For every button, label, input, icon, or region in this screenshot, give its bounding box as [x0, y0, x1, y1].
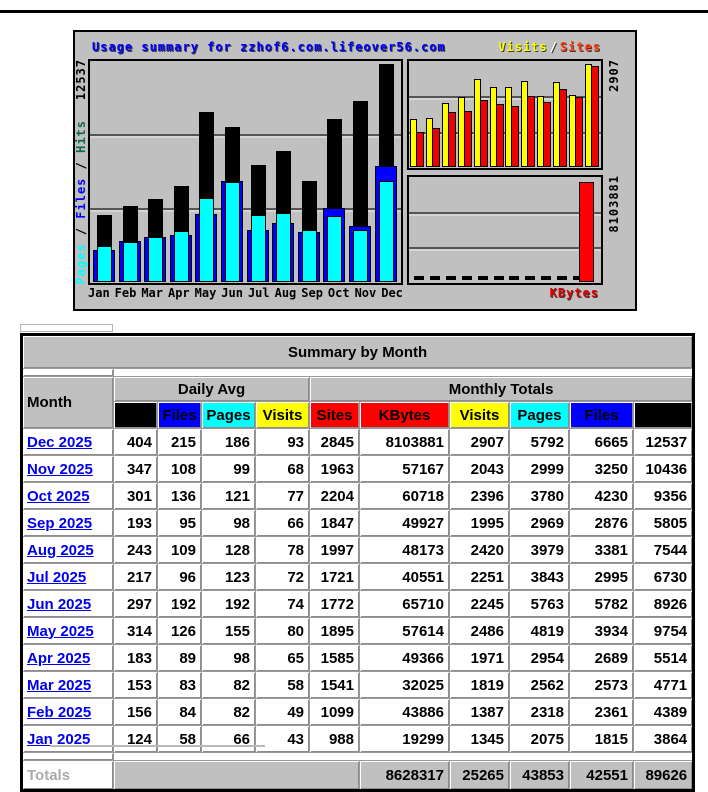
value-cell: 243 — [114, 537, 158, 564]
graph-legend — [498, 40, 601, 54]
month-cell — [22, 564, 114, 591]
value-cell: 215 — [158, 429, 202, 456]
table-row — [22, 591, 694, 618]
bar-sites — [591, 66, 599, 167]
value-cell: 40551 — [360, 564, 450, 591]
bar-sites — [480, 100, 488, 167]
hits-files-pages-plot — [88, 59, 403, 285]
value-cell: 1819 — [450, 672, 510, 699]
value-cell: 2562 — [510, 672, 570, 699]
value-cell: 7544 — [634, 537, 694, 564]
value-cell: 2845 — [310, 429, 360, 456]
kbytes-axis-label: KBytes — [549, 286, 599, 300]
month-axis-label: Mar — [141, 286, 163, 300]
month-link[interactable]: Jan 2025 — [27, 730, 91, 748]
right-axis-kbytes-max: 8103881 — [607, 175, 621, 233]
value-cell: 6730 — [634, 564, 694, 591]
bar-kbytes-small — [509, 276, 519, 280]
value-cell: 1963 — [310, 456, 360, 483]
month-axis-label: Sep — [301, 286, 323, 300]
table-row — [22, 726, 694, 753]
gridline — [409, 247, 601, 249]
value-cell: 126 — [158, 618, 202, 645]
month-cell — [22, 429, 114, 456]
month-link[interactable]: Aug 2025 — [27, 541, 94, 559]
table-title: Summary by Month — [22, 335, 694, 369]
bar-pages — [97, 246, 112, 282]
bar-pages — [251, 215, 266, 282]
column-header-hits: Hits — [114, 402, 158, 429]
column-header-sites: Sites — [310, 402, 360, 429]
value-cell: 1585 — [310, 645, 360, 672]
value-cell: 9754 — [634, 618, 694, 645]
value-cell: 66 — [256, 510, 310, 537]
bar-sites — [432, 128, 440, 167]
value-cell: 108 — [158, 456, 202, 483]
top-rule — [0, 10, 708, 13]
kbytes-plot — [407, 175, 603, 285]
month-cell — [22, 456, 114, 483]
table-row — [22, 645, 694, 672]
value-cell: 5763 — [510, 591, 570, 618]
month-cell — [22, 618, 114, 645]
value-cell: 1345 — [450, 726, 510, 753]
value-cell: 3381 — [570, 537, 634, 564]
month-cell — [22, 645, 114, 672]
month-cell — [22, 483, 114, 510]
month-cell — [22, 510, 114, 537]
table-row — [22, 618, 694, 645]
month-link[interactable]: Apr 2025 — [27, 649, 91, 667]
value-cell: 12537 — [634, 429, 694, 456]
value-cell: 6665 — [570, 429, 634, 456]
month-cell — [22, 591, 114, 618]
value-cell: 98 — [202, 510, 256, 537]
month-cell — [22, 726, 114, 753]
table-spacer-strip — [20, 324, 113, 332]
value-cell: 2969 — [510, 510, 570, 537]
value-cell: 3250 — [570, 456, 634, 483]
month-link[interactable]: Nov 2025 — [27, 460, 93, 478]
month-link[interactable]: Feb 2025 — [27, 703, 92, 721]
value-cell: 2318 — [510, 699, 570, 726]
value-cell: 3780 — [510, 483, 570, 510]
value-cell: 3979 — [510, 537, 570, 564]
monthly-totals-header: Monthly Totals — [310, 377, 694, 402]
month-cell — [22, 537, 114, 564]
bar-pages — [379, 181, 394, 282]
value-cell: 2486 — [450, 618, 510, 645]
legend-sites: Sites — [559, 40, 601, 54]
value-cell: 72 — [256, 564, 310, 591]
value-cell: 297 — [114, 591, 158, 618]
month-axis-label: Jul — [247, 286, 270, 300]
value-cell: 186 — [202, 429, 256, 456]
totals-value-cell: 43853 — [510, 761, 570, 791]
value-cell: 2876 — [570, 510, 634, 537]
value-cell: 2204 — [310, 483, 360, 510]
bar-pages — [302, 230, 317, 282]
graph-title: Usage summary for zzhof6.com.lifeover56.com — [92, 40, 446, 54]
value-cell: 57614 — [360, 618, 450, 645]
value-cell: 95 — [158, 510, 202, 537]
value-cell: 9356 — [634, 483, 694, 510]
value-cell: 404 — [114, 429, 158, 456]
value-cell: 1772 — [310, 591, 360, 618]
value-cell: 155 — [202, 618, 256, 645]
value-cell: 5782 — [570, 591, 634, 618]
month-link[interactable]: May 2025 — [27, 622, 94, 640]
bar-kbytes-small — [446, 276, 456, 280]
month-link[interactable]: Dec 2025 — [27, 433, 93, 451]
usage-graph — [73, 30, 637, 311]
value-cell: 2999 — [510, 456, 570, 483]
table-row — [22, 429, 694, 456]
value-cell: 2075 — [510, 726, 570, 753]
totals-value-cell: 8628317 — [360, 761, 450, 791]
month-axis-label: Aug — [274, 286, 297, 300]
value-cell: 65 — [256, 645, 310, 672]
value-cell: 2251 — [450, 564, 510, 591]
month-axis-label: Apr — [167, 286, 190, 300]
value-cell: 2995 — [570, 564, 634, 591]
value-cell: 123 — [202, 564, 256, 591]
value-cell: 84 — [158, 699, 202, 726]
legend-visits: Visits — [498, 40, 548, 54]
table-spacer-row — [22, 753, 694, 761]
value-cell: 83 — [158, 672, 202, 699]
value-cell: 1099 — [310, 699, 360, 726]
value-cell: 192 — [202, 591, 256, 618]
value-cell: 1847 — [310, 510, 360, 537]
table-spacer-row — [22, 369, 694, 377]
month-axis-label: Feb — [114, 286, 137, 300]
value-cell: 10436 — [634, 456, 694, 483]
value-cell: 2361 — [570, 699, 634, 726]
value-cell: 2573 — [570, 672, 634, 699]
month-cell — [22, 699, 114, 726]
column-header-hits: Hits — [634, 402, 694, 429]
bar-pages — [148, 237, 163, 282]
value-cell: 96 — [158, 564, 202, 591]
column-header-visits: Visits — [450, 402, 510, 429]
value-cell: 49 — [256, 699, 310, 726]
value-cell: 1721 — [310, 564, 360, 591]
value-cell: 49927 — [360, 510, 450, 537]
month-axis-label: Nov — [354, 286, 377, 300]
value-cell: 2420 — [450, 537, 510, 564]
table-row — [22, 672, 694, 699]
value-cell: 8926 — [634, 591, 694, 618]
value-cell: 66 — [202, 726, 256, 753]
value-cell: 78 — [256, 537, 310, 564]
month-link[interactable]: Mar 2025 — [27, 676, 92, 694]
value-cell: 82 — [202, 672, 256, 699]
value-cell: 74 — [256, 591, 310, 618]
value-cell: 3843 — [510, 564, 570, 591]
value-cell: 217 — [114, 564, 158, 591]
column-header-pages: Pages — [202, 402, 256, 429]
value-cell: 80 — [256, 618, 310, 645]
value-cell: 4230 — [570, 483, 634, 510]
value-cell: 121 — [202, 483, 256, 510]
value-cell: 1541 — [310, 672, 360, 699]
value-cell: 58 — [158, 726, 202, 753]
table-row — [22, 699, 694, 726]
bar-sites — [464, 111, 472, 167]
value-cell: 1971 — [450, 645, 510, 672]
column-header-files: Files — [570, 402, 634, 429]
totals-filler-cell — [114, 761, 360, 791]
value-cell: 3934 — [570, 618, 634, 645]
bar-sites — [511, 106, 519, 167]
value-cell: 32025 — [360, 672, 450, 699]
bar-kbytes-small — [494, 276, 504, 280]
value-cell: 77 — [256, 483, 310, 510]
bottom-spacer-strip — [50, 745, 265, 748]
bar-kbytes-small — [430, 276, 440, 280]
bar-pages — [353, 230, 368, 282]
right-axis-visits-max: 2907 — [607, 59, 621, 92]
value-cell: 128 — [202, 537, 256, 564]
value-cell: 2954 — [510, 645, 570, 672]
value-cell: 136 — [158, 483, 202, 510]
value-cell: 57167 — [360, 456, 450, 483]
value-cell: 60718 — [360, 483, 450, 510]
value-cell: 2907 — [450, 429, 510, 456]
value-cell: 43 — [256, 726, 310, 753]
value-cell: 48173 — [360, 537, 450, 564]
visits-sites-plot — [407, 59, 603, 170]
column-header-files: Files — [158, 402, 202, 429]
value-cell: 314 — [114, 618, 158, 645]
bar-pages — [327, 216, 342, 282]
value-cell: 109 — [158, 537, 202, 564]
bar-kbytes-small — [525, 276, 535, 280]
value-cell: 347 — [114, 456, 158, 483]
month-link[interactable]: Jun 2025 — [27, 595, 92, 613]
value-cell: 65710 — [360, 591, 450, 618]
bar-kbytes-dec — [579, 182, 594, 282]
month-link[interactable]: Jul 2025 — [27, 568, 87, 586]
value-cell: 192 — [158, 591, 202, 618]
left-axis-label: Pages / Files / Hits — [74, 120, 88, 285]
month-axis-labels — [88, 286, 403, 300]
value-cell: 124 — [114, 726, 158, 753]
value-cell: 3864 — [634, 726, 694, 753]
value-cell: 5514 — [634, 645, 694, 672]
value-cell: 1387 — [450, 699, 510, 726]
value-cell: 183 — [114, 645, 158, 672]
bar-sites — [575, 97, 583, 167]
bar-pages — [276, 213, 291, 282]
bar-sites — [559, 89, 567, 167]
totals-value-cell: 89626 — [634, 761, 694, 791]
summary-by-month-table — [20, 333, 695, 792]
month-cell — [22, 672, 114, 699]
value-cell: 1997 — [310, 537, 360, 564]
value-cell: 1895 — [310, 618, 360, 645]
bar-sites — [543, 102, 551, 167]
value-cell: 2689 — [570, 645, 634, 672]
value-cell: 99 — [202, 456, 256, 483]
value-cell: 5805 — [634, 510, 694, 537]
totals-value-cell: 25265 — [450, 761, 510, 791]
gridline — [409, 212, 601, 214]
bar-sites — [496, 104, 504, 167]
sub-header-row — [22, 402, 694, 429]
bar-kbytes-small — [462, 276, 472, 280]
table-row — [22, 537, 694, 564]
column-header-visits: Visits — [256, 402, 310, 429]
column-header-pages: Pages — [510, 402, 570, 429]
value-cell: 89 — [158, 645, 202, 672]
value-cell: 153 — [114, 672, 158, 699]
totals-label: Totals — [22, 761, 114, 791]
month-axis-label: May — [194, 286, 217, 300]
value-cell: 49366 — [360, 645, 450, 672]
value-cell: 1995 — [450, 510, 510, 537]
bar-pages — [225, 182, 240, 282]
value-cell: 8103881 — [360, 429, 450, 456]
value-cell: 2396 — [450, 483, 510, 510]
table-row — [22, 564, 694, 591]
bar-kbytes-small — [541, 276, 551, 280]
value-cell: 4771 — [634, 672, 694, 699]
totals-value-cell: 42551 — [570, 761, 634, 791]
value-cell: 193 — [114, 510, 158, 537]
value-cell: 156 — [114, 699, 158, 726]
month-column-header: Month — [22, 377, 114, 429]
legend-separator: / — [549, 40, 558, 54]
month-link[interactable]: Oct 2025 — [27, 487, 90, 505]
value-cell: 4389 — [634, 699, 694, 726]
left-axis-max: 12537 — [74, 59, 88, 101]
value-cell: 301 — [114, 483, 158, 510]
value-cell: 2043 — [450, 456, 510, 483]
table-row — [22, 483, 694, 510]
month-link[interactable]: Sep 2025 — [27, 514, 93, 532]
month-axis-label: Oct — [327, 286, 350, 300]
value-cell: 1815 — [570, 726, 634, 753]
bar-kbytes-small — [557, 276, 567, 280]
bar-sites — [527, 96, 535, 167]
bar-kbytes-small — [478, 276, 488, 280]
month-axis-label: Dec — [381, 286, 403, 300]
value-cell: 988 — [310, 726, 360, 753]
column-header-kbytes: KBytes — [360, 402, 450, 429]
bar-sites — [416, 132, 424, 167]
value-cell: 58 — [256, 672, 310, 699]
value-cell: 93 — [256, 429, 310, 456]
bar-pages — [174, 231, 189, 282]
daily-avg-header: Daily Avg — [114, 377, 310, 402]
value-cell: 68 — [256, 456, 310, 483]
value-cell: 19299 — [360, 726, 450, 753]
bar-sites — [448, 112, 456, 167]
month-axis-label: Jan — [88, 286, 110, 300]
totals-row — [22, 761, 694, 791]
month-axis-label: Jun — [221, 286, 243, 300]
bar-pages — [199, 198, 214, 282]
bar-pages — [123, 242, 138, 282]
value-cell: 43886 — [360, 699, 450, 726]
table-row — [22, 510, 694, 537]
value-cell: 98 — [202, 645, 256, 672]
bar-kbytes-small — [414, 276, 424, 280]
table-row — [22, 456, 694, 483]
value-cell: 2245 — [450, 591, 510, 618]
value-cell: 4819 — [510, 618, 570, 645]
value-cell: 82 — [202, 699, 256, 726]
value-cell: 5792 — [510, 429, 570, 456]
